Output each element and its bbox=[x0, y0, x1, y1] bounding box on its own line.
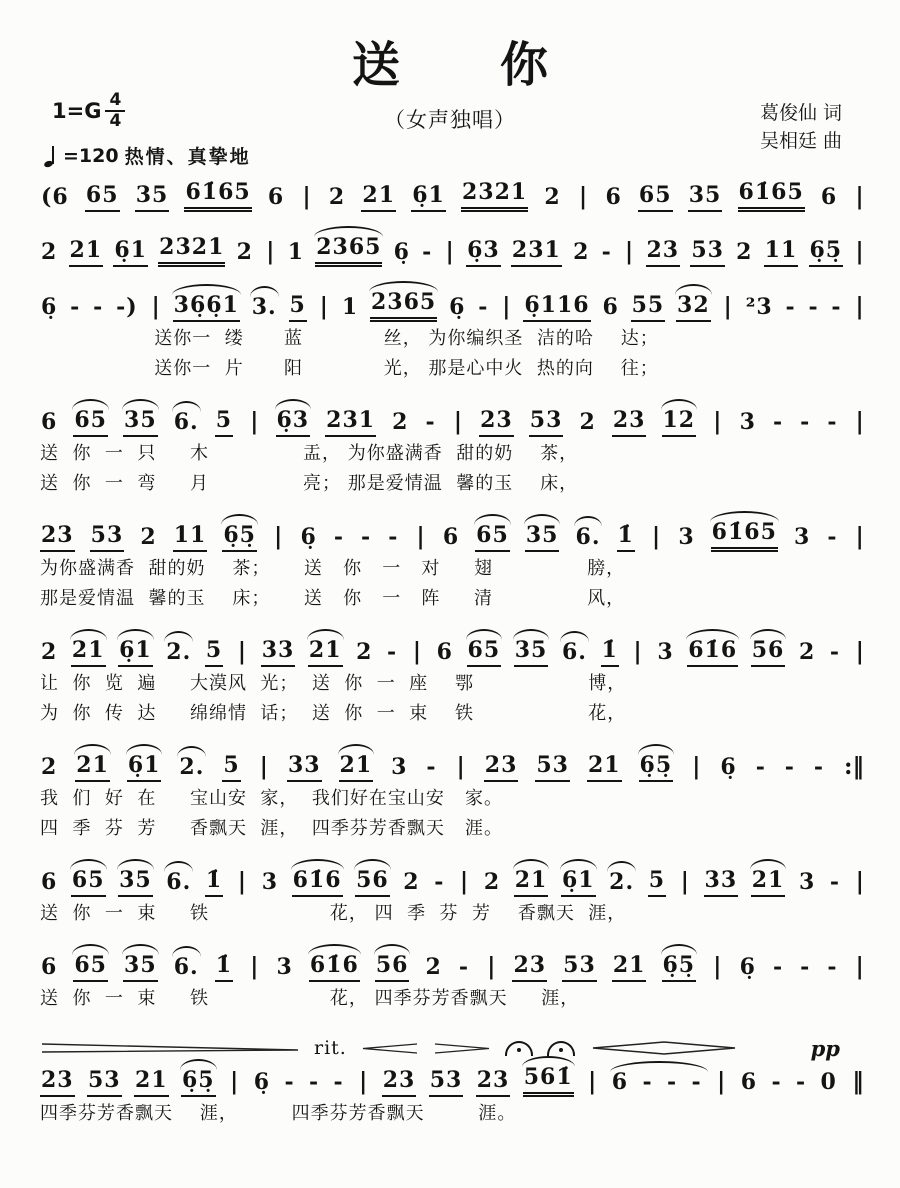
crescendo-icon bbox=[433, 1042, 491, 1054]
notation-token: 6 bbox=[436, 638, 453, 665]
notation-token: 23 bbox=[484, 753, 519, 782]
notation-token: 2321 bbox=[158, 235, 225, 267]
credits bbox=[760, 100, 842, 155]
notation-token: 21 bbox=[134, 1068, 169, 1097]
barline: | bbox=[713, 408, 722, 435]
notation-token: 5 bbox=[205, 638, 223, 667]
notation-token: 53 bbox=[90, 523, 125, 552]
lyric-line: 为你盛满香 甜的奶 茶； 送 你 一 对 翅 膀， bbox=[40, 558, 626, 579]
notation-token: - bbox=[642, 1068, 653, 1095]
notation-token: - bbox=[800, 408, 811, 435]
notation-token: - bbox=[284, 1068, 295, 1095]
notation-token: 21 bbox=[339, 753, 374, 782]
barline: | bbox=[578, 183, 588, 210]
barline: | bbox=[250, 408, 259, 435]
notation-token: 3 bbox=[391, 753, 408, 780]
notation-token: - bbox=[772, 953, 784, 980]
notation-row bbox=[40, 178, 866, 212]
notation-token: - bbox=[785, 293, 796, 320]
notation-token: 23 bbox=[612, 408, 647, 437]
rit-label: rit. bbox=[314, 1037, 347, 1059]
notation-token: - bbox=[93, 293, 104, 320]
notation-token: (6 bbox=[41, 183, 69, 210]
notation-token: 6̣ bbox=[253, 1068, 271, 1095]
notation-row bbox=[40, 518, 866, 552]
notation-token: 65 bbox=[73, 408, 108, 437]
notation-token: - bbox=[691, 1068, 702, 1095]
notation-token: 2 bbox=[328, 183, 346, 210]
barline: | bbox=[487, 953, 496, 980]
notation-token: 6̣5̣ bbox=[809, 238, 844, 267]
notation-token: 6 bbox=[820, 183, 838, 210]
notation-token: 2365 bbox=[370, 290, 437, 322]
fermata-icon bbox=[505, 1041, 533, 1056]
notation-token: 21 bbox=[612, 953, 647, 982]
lyric-line: 送你一 缕 蓝 丝， 为你编织圣 洁的哈 达； bbox=[40, 328, 659, 349]
barline: | bbox=[713, 953, 722, 980]
notation-token: 6 bbox=[442, 523, 460, 550]
lyric-line: 送 你 一 弯 月 亮； 那是爱情温 馨的玉 床， bbox=[40, 473, 579, 494]
notation-token: 561̇ bbox=[523, 1065, 574, 1097]
notation-token: 2. bbox=[165, 640, 192, 667]
barline: | bbox=[692, 753, 701, 780]
notation-token: - bbox=[434, 868, 445, 895]
score-header bbox=[0, 0, 900, 178]
notation-token: 2 bbox=[544, 183, 561, 210]
barline: | bbox=[459, 868, 469, 895]
notation-token: 6̣5̣ bbox=[222, 523, 257, 552]
notation-token: - bbox=[808, 293, 819, 320]
notation-token: - bbox=[386, 638, 398, 665]
lyricist-credit: 葛俊仙 词 bbox=[759, 102, 842, 124]
barline: | bbox=[259, 753, 268, 780]
notation-row bbox=[40, 403, 866, 437]
notation-token: -) bbox=[116, 293, 138, 320]
notation-token: 1 bbox=[341, 293, 359, 320]
notation-token: - bbox=[827, 953, 838, 980]
notation-token: - bbox=[795, 1068, 807, 1095]
notation-token: 61̇65 bbox=[738, 180, 805, 212]
barline: | bbox=[855, 638, 864, 665]
notation-token: 6 bbox=[602, 293, 619, 320]
system bbox=[40, 403, 866, 497]
barline: | bbox=[855, 408, 864, 435]
notation-token: 2 bbox=[140, 523, 157, 550]
barline: | bbox=[855, 953, 864, 980]
barline: | bbox=[416, 523, 425, 550]
expression-marking: 热情、真挚地 bbox=[124, 146, 251, 168]
barline: :‖ bbox=[843, 753, 864, 780]
time-signature-numerator: 4 bbox=[105, 92, 125, 112]
notation-token: - bbox=[478, 293, 489, 320]
notation-token: 3 bbox=[657, 638, 674, 665]
notation-token: 1̇ bbox=[601, 638, 619, 667]
notation-token: - bbox=[800, 953, 811, 980]
barline: | bbox=[588, 1068, 597, 1095]
lyric-line: 送 你 一 束 铁 花， 四 季 芬 芳 香飘天 涯， bbox=[40, 903, 627, 924]
notation-token: 53 bbox=[429, 1068, 464, 1097]
notation-token: 35 bbox=[118, 868, 153, 897]
notation-token: - bbox=[333, 1068, 344, 1095]
notation-token: 5 bbox=[648, 868, 666, 897]
system bbox=[40, 748, 866, 842]
notation-token: 35 bbox=[514, 638, 549, 667]
system bbox=[40, 633, 866, 727]
notation-token: - bbox=[422, 238, 433, 265]
notation-token: 2 bbox=[483, 868, 501, 895]
notation-token: - bbox=[829, 868, 840, 895]
notation-token: 3 bbox=[678, 523, 695, 550]
barline: | bbox=[453, 408, 463, 435]
notation-token: 1̇ bbox=[617, 523, 635, 552]
barline: | bbox=[151, 293, 160, 320]
notation-token: - bbox=[813, 753, 825, 780]
notation-token: 6̣ bbox=[393, 238, 410, 265]
barline: | bbox=[855, 293, 864, 320]
barline: | bbox=[250, 953, 259, 980]
notation-token: 1̇ bbox=[215, 953, 233, 982]
notation-token: - bbox=[601, 238, 612, 265]
notation-token: 21 bbox=[751, 868, 786, 897]
notation-token: 2 bbox=[236, 238, 253, 265]
notation-token: 6̣5̣ bbox=[181, 1068, 216, 1097]
key-time-signature bbox=[52, 92, 125, 130]
notation-token: 6 bbox=[605, 183, 622, 210]
notation-token: 2 bbox=[41, 238, 58, 265]
notation-token: 2 bbox=[573, 238, 590, 265]
notation-token: 6̣1 bbox=[411, 183, 446, 212]
notation-token: 6. bbox=[561, 640, 588, 667]
notation-token: 65 bbox=[475, 523, 510, 552]
notation-token: 23 bbox=[476, 1068, 511, 1097]
notation-token: 35 bbox=[525, 523, 560, 552]
barline: | bbox=[274, 523, 283, 550]
notation-token: 2 bbox=[392, 408, 409, 435]
notation-token: 2 bbox=[403, 868, 420, 895]
notation-token: 6̣5̣ bbox=[662, 953, 697, 982]
notation-token: 6 bbox=[740, 1068, 758, 1095]
lyric-line: 送 你 一 束 铁 花， 四季芬芳香飘天 涯， bbox=[40, 988, 580, 1009]
notation-token: 2 bbox=[736, 238, 753, 265]
notation-token: 35 bbox=[688, 183, 723, 212]
notation-token: 6̣5̣ bbox=[639, 753, 674, 782]
notation-token: 6̣ bbox=[720, 753, 737, 780]
lyric-line: 让 你 览 遍 大漠风 光； 送 你 一 座 鄂 博， bbox=[40, 673, 627, 694]
notation-token: 65 bbox=[85, 183, 120, 212]
barline: | bbox=[723, 293, 732, 320]
notation-token: 5 bbox=[222, 753, 240, 782]
notation-token: - bbox=[333, 523, 344, 550]
notation-token: 61̇65 bbox=[184, 180, 251, 212]
notation-token: 55 bbox=[631, 293, 666, 322]
notation-token: 5 bbox=[215, 408, 233, 437]
notation-token: 3 bbox=[798, 868, 816, 895]
notation-token: 21 bbox=[308, 638, 343, 667]
notation-row bbox=[40, 233, 866, 267]
system bbox=[40, 1033, 866, 1127]
notation-token: 65 bbox=[638, 183, 673, 212]
notation-row bbox=[40, 1063, 866, 1097]
time-signature bbox=[105, 92, 125, 130]
notation-token: 21 bbox=[75, 753, 110, 782]
notation-token: 61̇6 bbox=[687, 638, 738, 667]
notation-token: 6. bbox=[173, 410, 200, 437]
notation-token: 6̣ bbox=[300, 523, 317, 550]
notation-token: 23 bbox=[512, 953, 547, 982]
notation-token: 2 bbox=[798, 638, 816, 665]
notation-token: 33 bbox=[261, 638, 296, 667]
notation-token: 21 bbox=[71, 638, 106, 667]
barline: | bbox=[237, 638, 247, 665]
notation-token: 35 bbox=[123, 953, 158, 982]
notation-token: 11 bbox=[764, 238, 799, 267]
notation-token: 231 bbox=[511, 238, 562, 267]
lyric-line: 送 你 一 只 木 盂， 为你盛满香 甜的奶 茶， bbox=[40, 443, 579, 464]
notation-token: 1 bbox=[287, 238, 305, 265]
notation-token: 35 bbox=[123, 408, 158, 437]
notation-row bbox=[40, 633, 866, 667]
systems bbox=[0, 178, 900, 1127]
lyric-line: 为 你 传 达 绵绵情 话； 送 你 一 束 铁 花， bbox=[40, 703, 627, 724]
barline: | bbox=[855, 523, 864, 550]
notation-token: 21 bbox=[361, 183, 396, 212]
lyric-line: 四 季 芬 芳 香飘天 涯， 四季芬芳香飘天 涯。 bbox=[40, 818, 503, 839]
notation-token: 12 bbox=[662, 408, 697, 437]
barline: | bbox=[502, 293, 511, 320]
notation-token: 6 bbox=[267, 183, 285, 210]
notation-token: 65 bbox=[73, 953, 108, 982]
notation-token: 61̇65 bbox=[711, 520, 778, 552]
notation-token: 23 bbox=[382, 1068, 417, 1097]
notation-token: 231 bbox=[325, 408, 376, 437]
notation-token: 6̣ bbox=[739, 953, 756, 980]
notation-token: 53 bbox=[87, 1068, 122, 1097]
tempo-row bbox=[44, 142, 251, 169]
notation-token: 23 bbox=[40, 1068, 75, 1097]
notation-token: 2. bbox=[608, 870, 635, 897]
notation-token: 6̣1 bbox=[118, 638, 153, 667]
notation-token: 2 bbox=[41, 638, 58, 665]
notation-token: 6̣3 bbox=[466, 238, 501, 267]
notation-row bbox=[40, 863, 866, 897]
notation-token: 65 bbox=[71, 868, 106, 897]
system bbox=[40, 178, 866, 212]
notation-token: 3 bbox=[739, 408, 756, 435]
swell-hairpin-icon bbox=[589, 1040, 739, 1056]
notation-token: 53 bbox=[562, 953, 597, 982]
notation-token: 65 bbox=[467, 638, 502, 667]
notation-token: 6̣3 bbox=[276, 408, 311, 437]
notation-token: - bbox=[425, 408, 436, 435]
notation-token: 53 bbox=[690, 238, 725, 267]
barline: | bbox=[624, 238, 634, 265]
system bbox=[40, 863, 866, 927]
barline: | bbox=[230, 1068, 239, 1095]
notation-token: - bbox=[388, 523, 399, 550]
notation-token: 1̇ bbox=[205, 868, 223, 897]
notation-token: 6̣116 bbox=[523, 293, 590, 322]
notation-token: 3 bbox=[276, 953, 293, 980]
barline: | bbox=[717, 1068, 726, 1095]
notation-token: - bbox=[667, 1068, 678, 1095]
notation-token: - bbox=[70, 293, 81, 320]
system bbox=[40, 518, 866, 612]
notation-token: 2321 bbox=[461, 180, 528, 212]
notation-token: 2 bbox=[41, 753, 58, 780]
system bbox=[40, 288, 866, 382]
barline: | bbox=[456, 753, 465, 780]
notation-token: 6 bbox=[41, 408, 58, 435]
notation-token: 56 bbox=[751, 638, 786, 667]
notation-token: 2 bbox=[356, 638, 373, 665]
notation-token: - bbox=[426, 753, 437, 780]
notation-token: - bbox=[831, 293, 842, 320]
notation-token: 6. bbox=[173, 955, 200, 982]
barline: | bbox=[302, 183, 311, 210]
notation-token: 6̣1 bbox=[561, 868, 596, 897]
barline: | bbox=[855, 183, 864, 210]
barline: | bbox=[319, 293, 329, 320]
lyric-line: 那是爱情温 馨的玉 床； 送 你 一 阵 清 风， bbox=[40, 588, 626, 609]
barline: | bbox=[445, 238, 454, 265]
decrescendo-icon bbox=[361, 1042, 419, 1054]
notation-token: - bbox=[829, 638, 840, 665]
notation-token: 53 bbox=[529, 408, 564, 437]
notation-token: 23 bbox=[646, 238, 681, 267]
notation-token: 21 bbox=[69, 238, 104, 267]
notation-token: 23 bbox=[479, 408, 514, 437]
notation-token: - bbox=[827, 523, 838, 550]
notation-token: 2 bbox=[425, 953, 442, 980]
time-signature-denominator: 4 bbox=[109, 111, 122, 131]
quarter-note-icon bbox=[44, 144, 57, 168]
notation-token: 35 bbox=[135, 183, 170, 212]
notation-token: 23 bbox=[40, 523, 75, 552]
barline: | bbox=[266, 238, 275, 265]
notation-token: 32 bbox=[676, 293, 711, 322]
lyric-line: 四季芬芳香飘天 涯， 四季芬芳香飘天 涯。 bbox=[40, 1103, 517, 1124]
notation-token: - bbox=[361, 523, 372, 550]
notation-token: 2. bbox=[178, 755, 205, 782]
barline: | bbox=[680, 868, 689, 895]
notation-token: 6̣1 bbox=[127, 753, 162, 782]
fermata-icon bbox=[547, 1041, 575, 1056]
notation-token: 21 bbox=[587, 753, 622, 782]
notation-token: 6 bbox=[611, 1070, 629, 1097]
notation-token: ²3 bbox=[745, 293, 773, 320]
notation-token: - bbox=[308, 1068, 320, 1095]
barline: | bbox=[855, 868, 864, 895]
notation-token: 56 bbox=[375, 953, 410, 982]
notation-token: 6̣1 bbox=[113, 238, 148, 267]
lyric-line: 送你一 片 阳 光， 那是心中火 热的向 往； bbox=[40, 358, 659, 379]
key-signature: 1=G bbox=[52, 99, 102, 123]
notation-token: 2 bbox=[579, 408, 596, 435]
notation-token: 21 bbox=[514, 868, 549, 897]
song-title: 送 你 bbox=[351, 37, 574, 93]
notation-token: 56 bbox=[355, 868, 390, 897]
system bbox=[40, 233, 866, 267]
notation-row bbox=[40, 288, 866, 322]
notation-token: 2365 bbox=[315, 235, 382, 267]
composer-credit: 吴相廷 曲 bbox=[759, 129, 842, 152]
notation-token: 33 bbox=[704, 868, 739, 897]
notation-token: 3. bbox=[251, 295, 278, 322]
notation-token: 61̇6 bbox=[292, 868, 343, 897]
notation-token: 6̣ bbox=[41, 293, 58, 320]
notation-token: 6 bbox=[41, 953, 58, 980]
decrescendo-line-icon bbox=[40, 1042, 300, 1054]
notation-token: - bbox=[827, 408, 838, 435]
notation-token: 0 bbox=[820, 1068, 837, 1095]
expression-annotations bbox=[40, 1033, 866, 1063]
barline: | bbox=[651, 523, 661, 550]
notation-token: 5 bbox=[289, 293, 307, 322]
barline: | bbox=[358, 1068, 368, 1095]
notation-token: 36̣6̣1 bbox=[173, 293, 240, 322]
tempo-value: =120 bbox=[63, 144, 119, 167]
notation-row bbox=[40, 748, 866, 782]
notation-token: - bbox=[458, 953, 470, 980]
notation-token: 6. bbox=[575, 525, 602, 552]
notation-row bbox=[40, 948, 866, 982]
notation-token: 61̇6 bbox=[309, 953, 360, 982]
lyric-line: 我 们 好 在 宝山安 家， 我们好在宝山安 家。 bbox=[40, 788, 503, 809]
notation-token: 6. bbox=[165, 870, 192, 897]
notation-token: 3 bbox=[261, 868, 278, 895]
notation-token: - bbox=[772, 408, 784, 435]
notation-token: 6 bbox=[41, 868, 58, 895]
barline: | bbox=[633, 638, 642, 665]
notation-token: 3 bbox=[793, 523, 811, 550]
notation-token: 6̣ bbox=[449, 293, 466, 320]
notation-token: 11 bbox=[173, 523, 208, 552]
barline: ‖ bbox=[852, 1068, 864, 1095]
notation-token: - bbox=[784, 753, 795, 780]
notation-token: 53 bbox=[535, 753, 570, 782]
barline: | bbox=[237, 868, 247, 895]
song-subtitle: （女声独唱） bbox=[384, 108, 516, 132]
pp-dynamic: pp bbox=[810, 1035, 840, 1061]
system bbox=[40, 948, 866, 1012]
barline: | bbox=[855, 238, 864, 265]
notation-token: - bbox=[771, 1068, 782, 1095]
barline: | bbox=[412, 638, 422, 665]
notation-token: 33 bbox=[287, 753, 322, 782]
notation-token: - bbox=[755, 753, 766, 780]
